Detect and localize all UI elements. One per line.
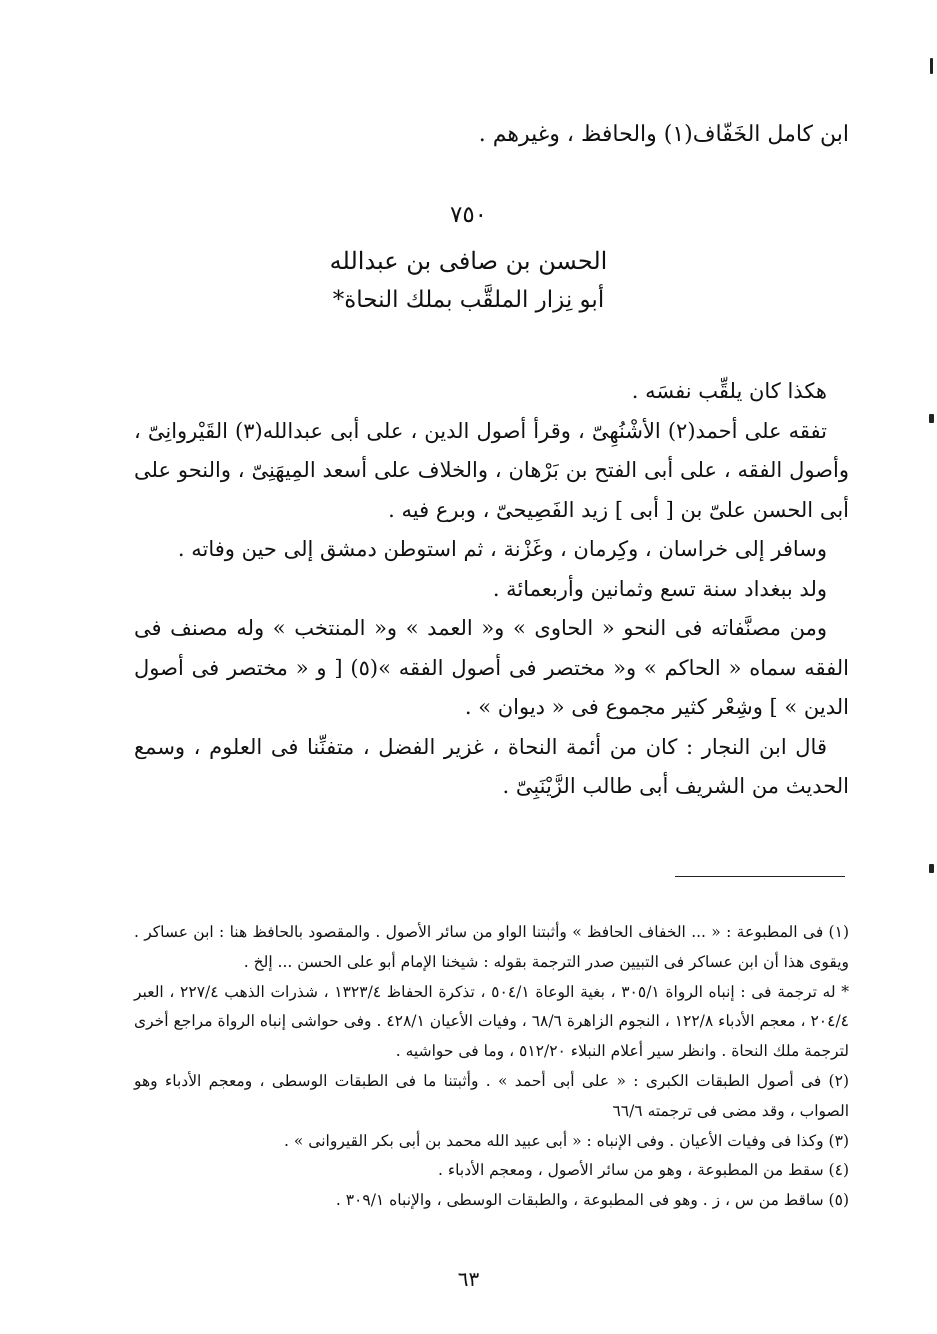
footnote-3: (٣) وكذا فى وفيات الأعيان . وفى الإنباه : « أبى عبيد الله محمد بن أبى بكر القيروانى » . — [284, 1131, 849, 1150]
paragraph-works: ومن مصنَّفاته فى النحو « الحاوى » و« العمد » و« المنتخب » وله مصنف فى الفقه سماه « الحاكم » و« مختصر فى أصول الفقه »(٥) [ و « مختصر فى أصول الدين » ] وشِعْر كثير مجموع فى « ديوان » . — [134, 616, 849, 719]
margin-mark — [930, 58, 933, 74]
entry-number: ٧٥٠ — [449, 202, 488, 228]
opening-line: ابن كامل الخَفّاف(١) والحافظ ، وغيرهم . — [478, 122, 849, 147]
entry-name: الحسن بن صافى بن عبدالله — [329, 247, 608, 275]
paragraph-birth: ولد ببغداد سنة تسع وثمانين وأربعمائة . — [492, 576, 827, 601]
footnote-separator — [675, 876, 845, 877]
margin-mark — [929, 864, 934, 873]
paragraph-teachers: تفقه على أحمد(٢) الأشْنُهِىّ ، وقرأ أصول الدين ، على أبى عبدالله(٣) القَيْروانِىّ ، وأصول الفقه ، على أبى الفتح بن بَرْهان ، والخلاف على أسعد المِيهَنِىّ ، والنحو على أبى الحسن علىّ بن [ أبى ] زيد الفَصِيحىّ ، وبرع فيه . — [134, 418, 849, 522]
paragraph-epithet: هكذا كان يلقِّب نفسَه . — [631, 379, 827, 403]
footnote-5: (٥) ساقط من س ، ز . وهو فى المطبوعة ، والطبقات الوسطى ، والإنباه ٣٠٩/١ . — [335, 1191, 849, 1210]
page-number: ٦٣ — [457, 1267, 480, 1291]
margin-mark — [929, 414, 934, 423]
paragraph-travels: وسافر إلى خراسان ، وكِرمان ، وغَزْنة ، ثم استوطن دمشق إلى حين وفاته . — [177, 537, 827, 561]
footnotes — [134, 918, 849, 1216]
footnote-2: (٢) فى أصول الطبقات الكبرى : « على أبى أحمد » . وأثبتنا ما فى الطبقات الوسطى ، ومعجم الأدباء وهو الصواب ، وقد مضى فى ترجمته ٦٦/٦ — [134, 1071, 849, 1120]
entry-kunya: أبو نِزار الملقَّب بملك النحاة* — [332, 287, 605, 313]
biography-body — [134, 372, 849, 807]
footnote-sources: * له ترجمة فى : إنباه الرواة ٣٠٥/١ ، بغية الوعاة ٥٠٤/١ ، تذكرة الحفاظ ١٣٢٣/٤ ، شذرات الذهب ٢٢٧/٤ ، العبر ٢٠٤/٤ ، معجم الأدباء ١٢٢/٨ ، النجوم الزاهرة ٦٨/٦ ، وفيات الأعيان ٤٢٨/١ . وفى حواشى إنباه الرواة مراجع أخرى لترجمة ملك النحاة . وانظر سير أعلام النبلاء ٥١٢/٢٠ ، وما فى حواشيه . — [134, 982, 850, 1061]
footnote-1: (١) فى المطبوعة : « ... الخفاف الحافظ » وأثبتنا الواو من سائر الأصول . والمقصود بالحافظ هنا : ابن عساكر . ويقوى هذا أن ابن عساكر فى التبيين صدر الترجمة بقوله : شيخنا الإمام أبو على الحسن ... إلخ . — [134, 923, 849, 971]
footnote-4: (٤) سقط من المطبوعة ، وهو من سائر الأصول ، ومعجم الأدباء . — [438, 1161, 849, 1180]
paragraph-ibn-najjar: قال ابن النجار : كان من أئمة النحاة ، غزير الفضل ، متفنِّنا فى العلوم ، وسمع الحديث من الشريف أبى طالب الزَّيْنَبِىّ . — [134, 734, 849, 798]
